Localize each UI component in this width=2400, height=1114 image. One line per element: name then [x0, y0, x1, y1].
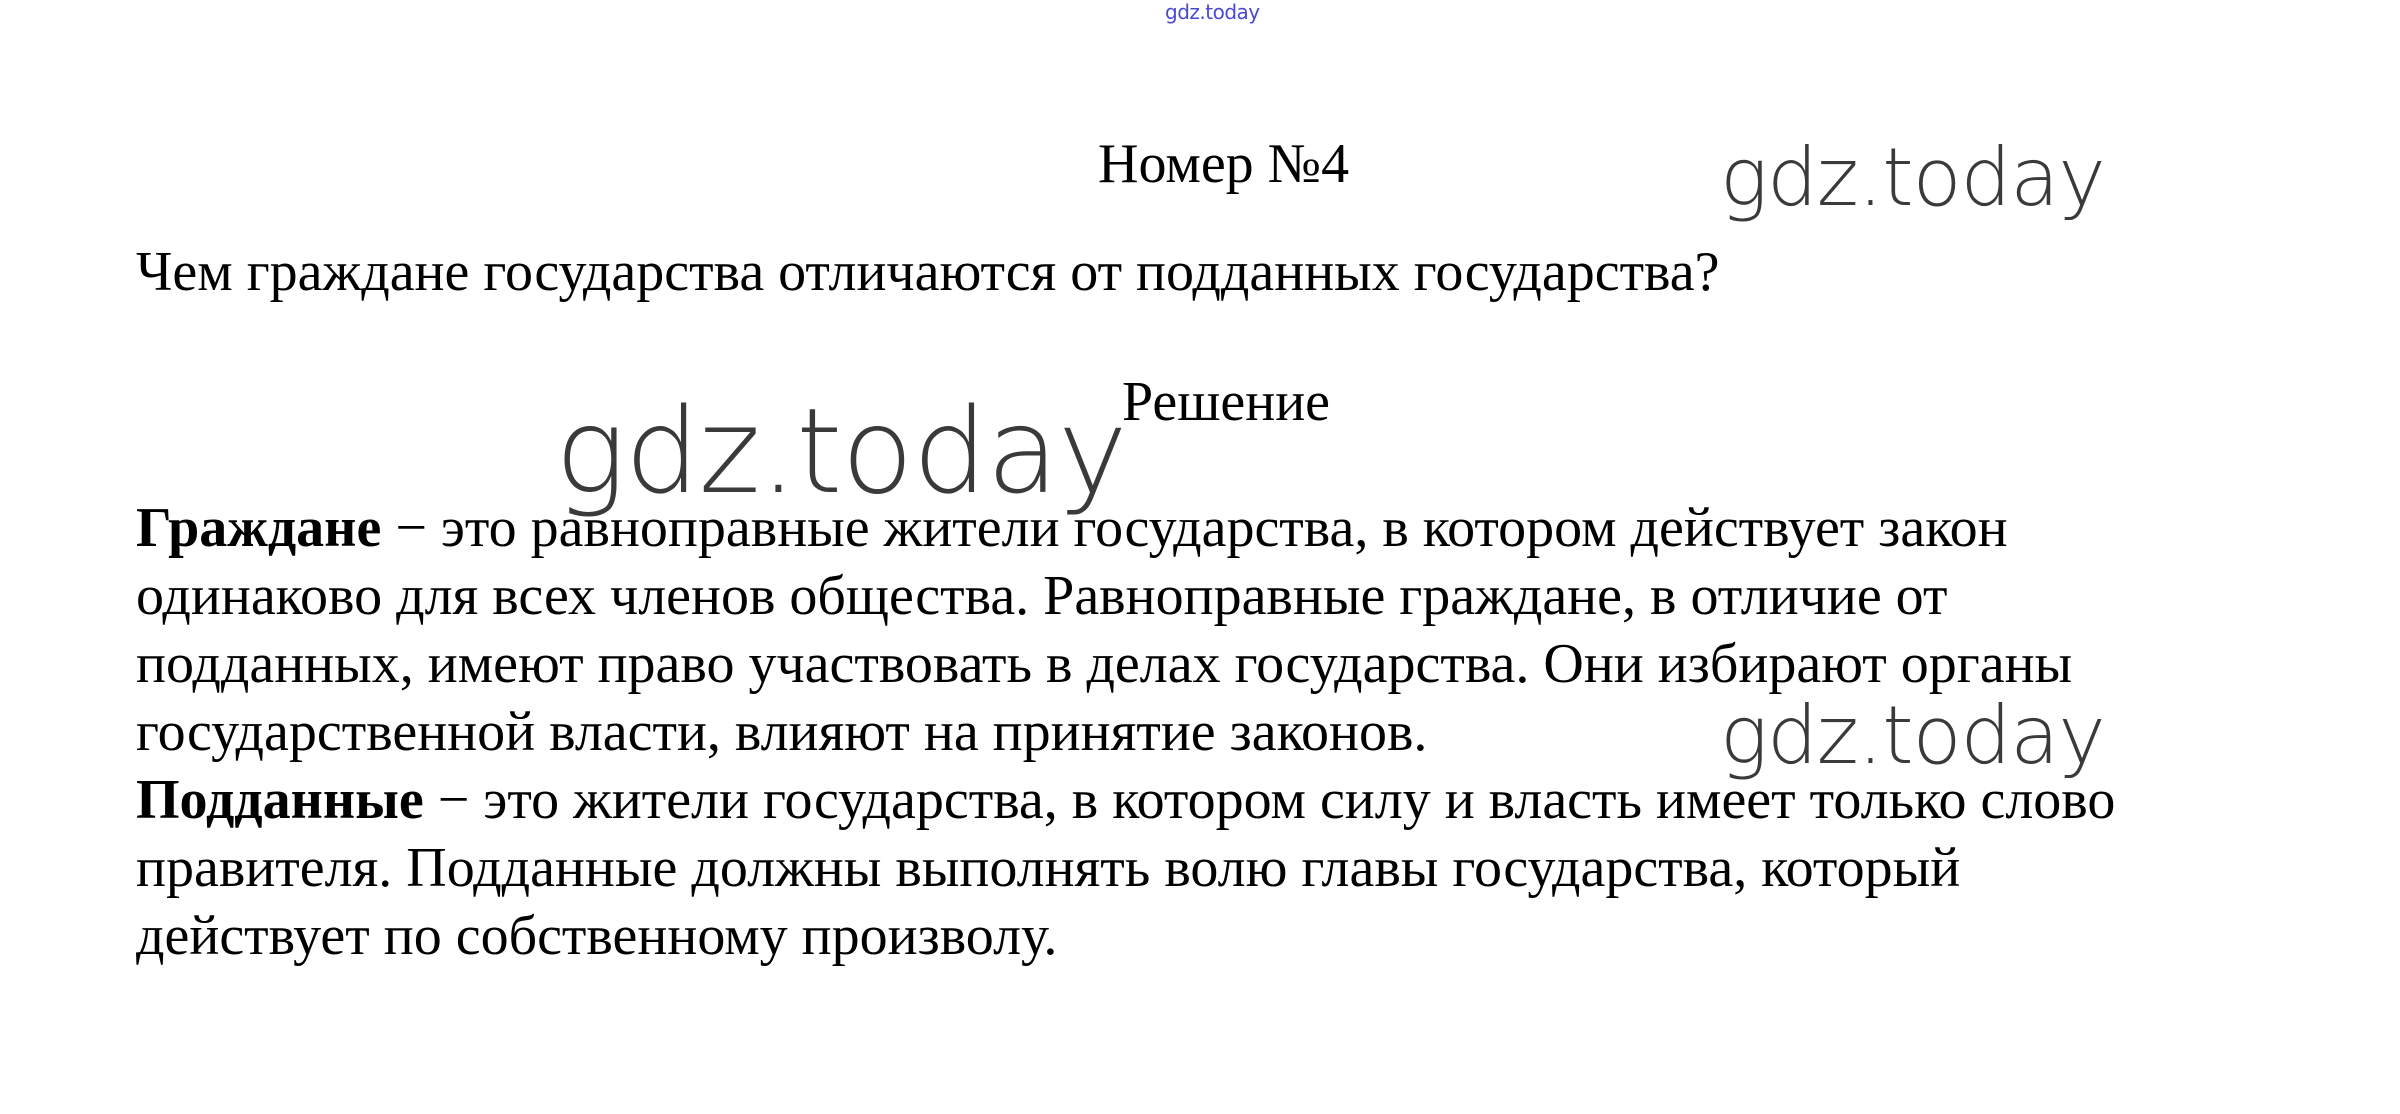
answer-line: государственной власти, влияют на принятие законов. [136, 701, 1428, 763]
term-subjects: Подданные [136, 769, 424, 831]
answer-block [136, 494, 2356, 970]
answer-line: одинаково для всех членов общества. Равноправные граждане, в отличие от [136, 565, 1948, 627]
answer-line [136, 766, 2356, 834]
page-title: Номер №4 [1098, 133, 1350, 195]
answer-line [136, 494, 2356, 562]
answer-line: подданных, имеют право участвовать в делах государства. Они избирают органы [136, 633, 2073, 695]
watermark: gdz.today [1720, 131, 2105, 224]
answer-line: действует по собственному произволу. [136, 905, 1058, 967]
solution-heading: Решение [1122, 371, 1331, 433]
question-text: Чем граждане государства отличаются от подданных государства? [136, 241, 1720, 303]
answer-text: − это жители государства, в котором силу и власть имеет только слово [423, 769, 2116, 831]
answer-text: − это равноправные жители государства, в котором действует закон [381, 497, 2008, 559]
watermark: gdz.today [1720, 689, 2105, 782]
answer-line: правителя. Подданные должны выполнять волю главы государства, который [136, 837, 1961, 899]
term-citizens: Граждане [136, 497, 382, 559]
watermark: gdz.today [555, 382, 1127, 520]
site-mark-top: gdz.today [1165, 0, 1260, 24]
